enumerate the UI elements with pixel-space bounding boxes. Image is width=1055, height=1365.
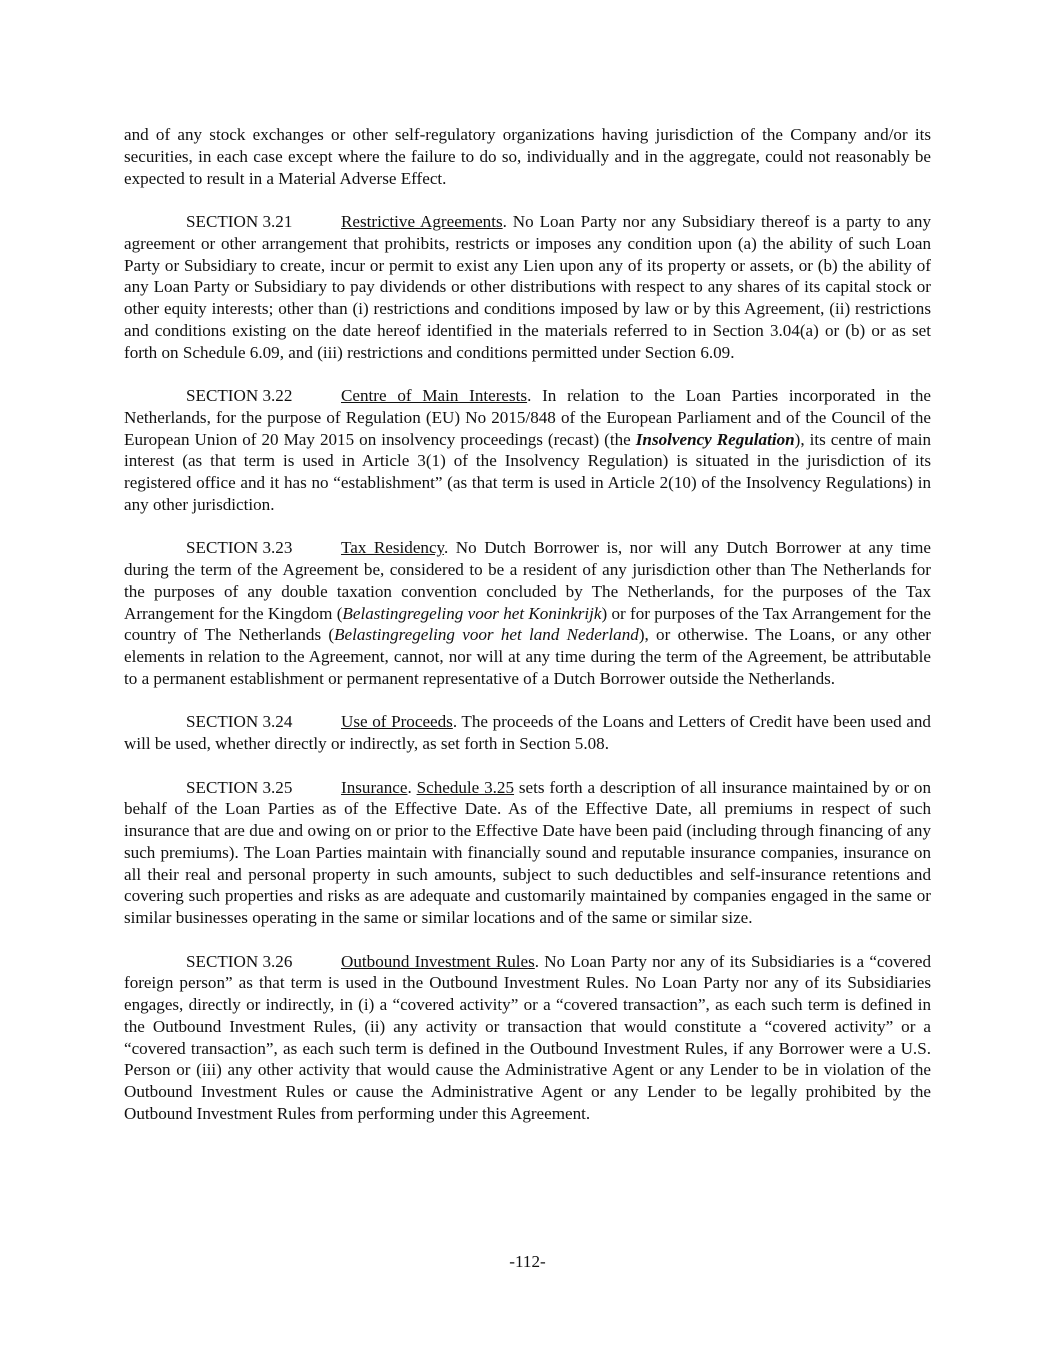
section-body: sets forth a description of all insurance maintained by or on behalf of the Loan Parties as of the Effective Date. As of the Effective Date, all premiums in respect of such insurance that are due and owing on or prior to the Effective Date have been paid (including through financing of any such premiums). The Loan Parties maintain with financially sound and reputable insurance companies, insurance on all their real and personal property in such amounts, subject to such deductibles and self-insurance retentions and covering such properties and risks as are adequate and customarily maintained by companies engaged in the same or similar businesses operating in the same or similar locations and of the same or similar size. xyxy=(124,777,932,927)
section-3-21 xyxy=(124,211,931,363)
section-3-22 xyxy=(124,385,931,516)
section-3-24 xyxy=(124,711,931,755)
section-body: . No Dutch Borrower is, nor will any Dutch Borrower at any time during the term of the Agreement be, considered to be a resident of any jurisdiction other than The Netherlands for the purposes of any double taxation convention concluded by The Netherlands, for the purposes of the Tax Arrangement for the Kingdom ( xyxy=(124,538,932,623)
defined-term: Insolvency Regulation xyxy=(635,429,795,449)
section-number: SECTION 3.22 xyxy=(186,386,293,405)
section-3-23 xyxy=(124,537,931,689)
section-3-26 xyxy=(124,951,931,1125)
intro-paragraph xyxy=(124,124,931,189)
section-body: . No Loan Party nor any Subsidiary thereof is a party to any agreement or other arrangement that prohibits, restricts or imposes any condition upon (a) the ability of such Loan Party or Subsidiary to create, incur or permit to exist any Lien upon any of its property or assets, or (b) the ability of any Loan Party or Subsidiary to pay dividends or other distributions with respect to any shares of its capital stock or other equity interests; other than (i) restrictions and conditions imposed by law or by this Agreement, (ii) restrictions and conditions existing on the date hereof identified in the materials referred to in Section 3.04(a) or (b) or as set forth on Schedule 6.09, and (iii) restrictions and conditions permitted under Section 6.09. xyxy=(124,212,931,362)
section-separator: . xyxy=(407,777,417,797)
section-title: Tax Residency xyxy=(341,538,444,558)
section-title: Centre of Main Interests xyxy=(341,386,528,405)
section-title: Use of Proceeds xyxy=(341,712,453,732)
section-number: SECTION 3.24 xyxy=(186,712,293,732)
section-number: SECTION 3.25 xyxy=(186,777,293,797)
section-body: . In relation to the Loan Parties incorporated in the Netherlands, for the purpose of Regulation (EU) No 2015/848 of the European Parliament and of the Council of the European Union of 20 May 2015 on insolvency proceedings (recast) (the xyxy=(124,386,931,449)
section-3-25 xyxy=(124,777,931,929)
schedule-reference: Schedule 3.25 xyxy=(416,777,515,797)
section-body-cont: ) or for purposes of the Tax Arrangement for the country of The Netherlands ( xyxy=(124,603,932,645)
italic-term: Belastingregeling voor het Koninkrijk xyxy=(342,603,602,623)
section-number: SECTION 3.23 xyxy=(186,538,293,558)
section-title: Insurance xyxy=(341,777,408,797)
document-page xyxy=(124,124,931,1146)
section-number: SECTION 3.26 xyxy=(186,951,293,971)
intro-text: and of any stock exchanges or other self-regulatory organizations having jurisdiction of the Company and/or its securities, in each case except where the failure to do so, individually and in the aggregate, could not reasonably be expected to result in a Material Adverse Effect. xyxy=(124,125,931,188)
section-title: Restrictive Agreements xyxy=(341,212,503,231)
section-title: Outbound Investment Rules xyxy=(341,951,535,971)
section-body: . No Loan Party nor any of its Subsidiaries is a “covered foreign person” as that term is used in the Outbound Investment Rules. No Loan Party nor any of its Subsidiaries engages, directly or indirectly, in (i) a “covered activity” or a “covered transaction”, as each such term is defined in the Outbound Investment Rules, (ii) any activity or transaction that would constitute a “covered activity” or a “covered transaction”, as each such term is defined in the Outbound Investment Rules, if any Borrower were a U.S. Person or (iii) any other activity that would cause the Administrative Agent or any Lender to be in violation of the Outbound Investment Rules or cause the Administrative Agent or any Lender to be legally prohibited by the Outbound Investment Rules from performing under this Agreement. xyxy=(124,951,931,1123)
italic-term: Belastingregeling voor het land Nederland xyxy=(334,625,639,645)
page-number: -112- xyxy=(509,1252,546,1271)
section-body: . The proceeds of the Loans and Letters of Credit have been used and will be used, whether directly or indirectly, as set forth in Section 5.08. xyxy=(124,712,931,753)
section-number: SECTION 3.21 xyxy=(186,212,293,231)
section-body-cont: ), or otherwise. The Loans, or any other elements in relation to the Agreement, cannot, nor will at any time during the term of the Agreement, be attributable to a permanent establishment or permanent representative of a Dutch Borrower outside the Netherlands. xyxy=(124,625,931,688)
section-body-cont: ), its centre of main interest (as that term is used in Article 3(1) of the Insolvency Regulation) is situated in the jurisdiction of its registered office and it has no “establishment” (as that term is used in Article 2(10) of the Insolvency Regulations) in any other jurisdiction. xyxy=(124,429,931,514)
